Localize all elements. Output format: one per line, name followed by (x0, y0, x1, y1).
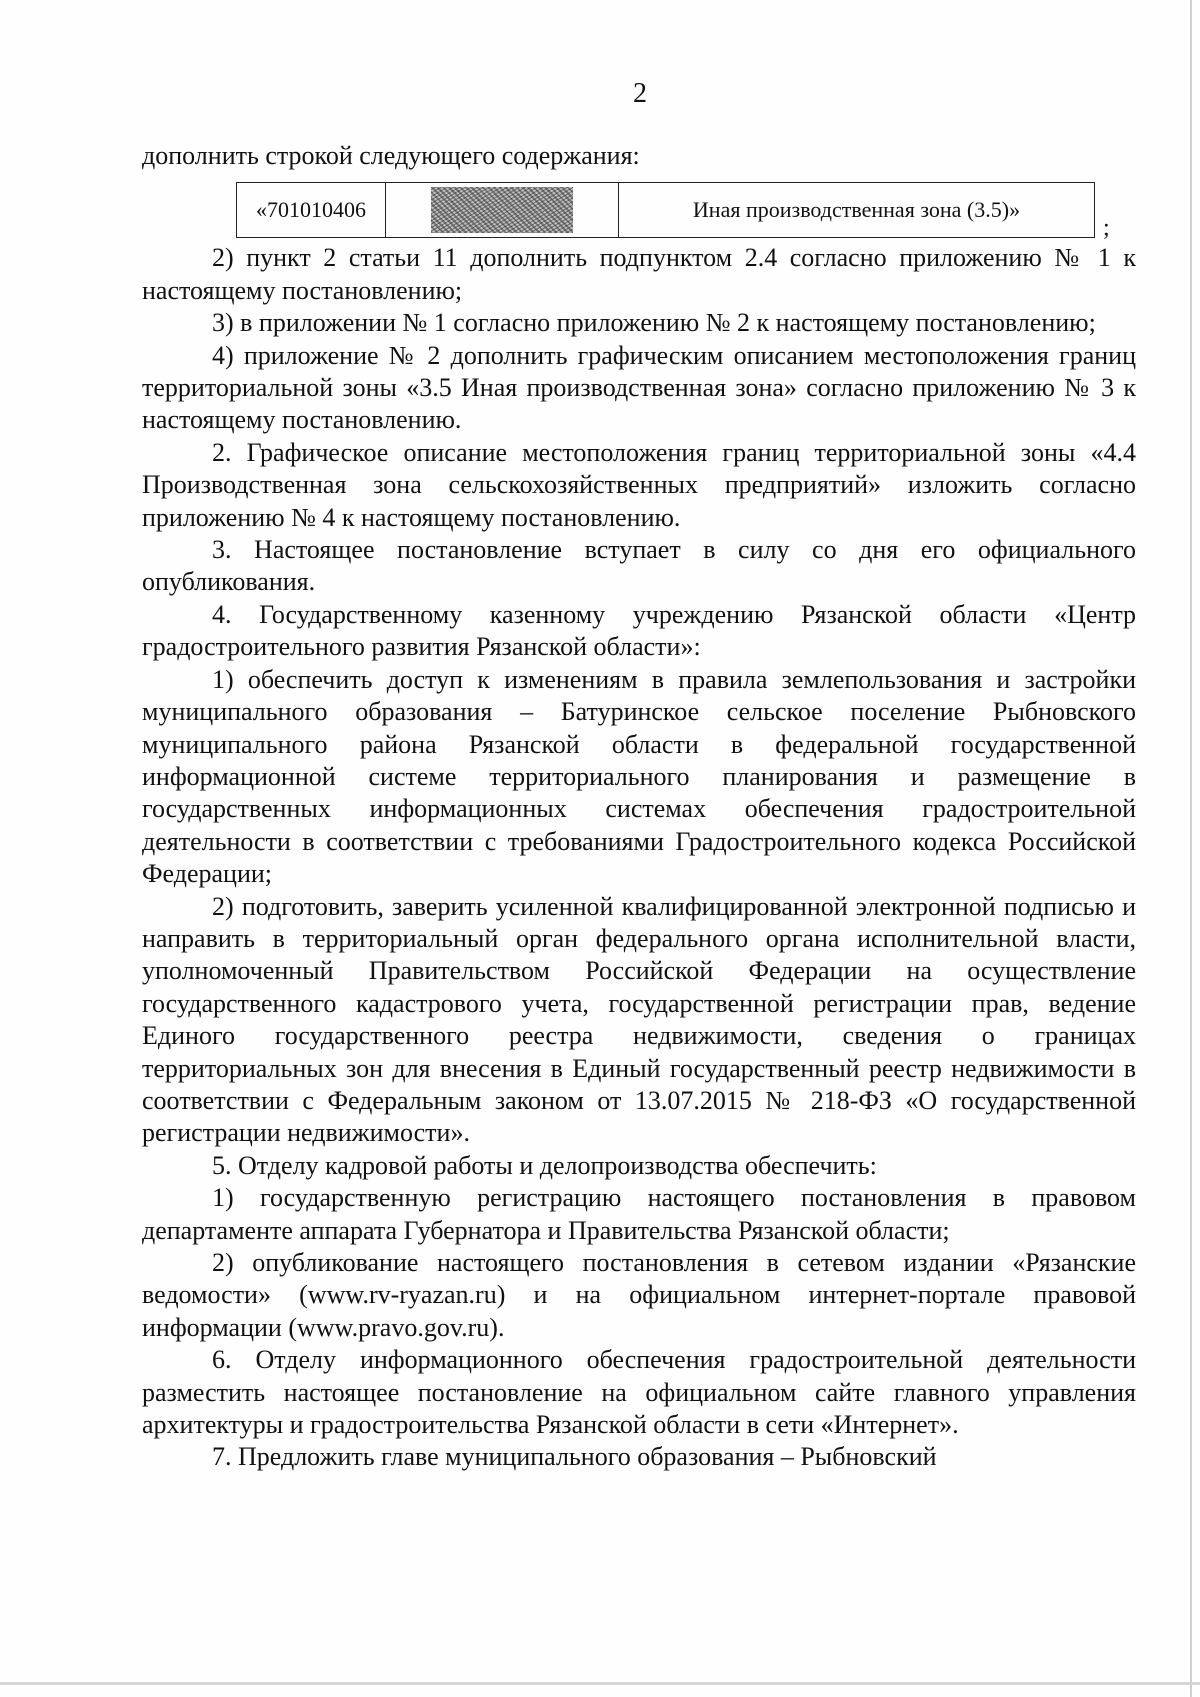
paragraph: 1) государственную регистрацию настоящего постановления в правовом департаменте аппарата Губернатора и Правительства Рязанской области; (142, 1183, 1136, 1245)
paragraph: 7. Предложить главе муниципального образования – Рыбновский (212, 1442, 937, 1472)
paragraph: 1) обеспечить доступ к изменениям в правила землепользования и застройки муниципального образования – Батуринское сельское поселение Рыбновского муниципального района Рязанской области в федеральной государственной информационной системе территориального планирования и размещение в государственных информационных системах обеспечения градостроительной деятельности в соответствии с требованиями Градостроительного кодекса Российской Федерации; (142, 664, 1136, 889)
paragraph: 2) подготовить, заверить усиленной квалифицированной электронной подписью и направить в территориальный орган федерального органа исполнительной власти, уполномоченный Правительством Российской Федерации на осуществление государственного кадастрового учета, государственной регистрации прав, ведение Единого государственного реестра недвижимости, сведения о границах территориальных зон для внесения в Единый государственный реестр недвижимости в соответствии с Федеральным законом от 13.07.2015 № 218-ФЗ «О государственной регистрации недвижимости». (142, 891, 1136, 1148)
paragraph: 2) опубликование настоящего постановления в сетевом издании «Рязанские ведомости» (www.rv-ryazan.ru) и на официальном интернет-портале правовой информации (www.pravo.gov.ru). (142, 1248, 1136, 1342)
paragraph: 4) приложение № 2 дополнить графическим описанием местоположения границ территориальной зоны «3.5 Иная производственная зона» согласно приложению № 3 к настоящему постановлению. (142, 340, 1136, 435)
document-body (142, 140, 1136, 1474)
paragraph: 2. Графическое описание местоположения границ территориальной зоны «4.4 Производственная зона сельскохозяйственных предприятий» изложить согласно приложению № 4 к настоящему постановлению. (142, 437, 1136, 532)
table-trailing-semicolon: ; (1103, 215, 1110, 241)
zone-image-cell (386, 183, 619, 238)
zone-pattern-image (431, 187, 573, 233)
zone-table (236, 182, 1095, 238)
table-row (237, 183, 1095, 238)
paragraph: 2) пункт 2 статьи 11 дополнить подпунктом 2.4 согласно приложению № 1 к настоящему постановлению; (142, 243, 1136, 305)
scan-edge-right (1190, 0, 1192, 1697)
paragraph: 3) в приложении № 1 согласно приложению № 2 к настоящему постановлению; (212, 308, 1096, 338)
intro-text: дополнить строкой следующего содержания: (142, 141, 640, 170)
zone-name-cell: Иная производственная зона (3.5)» (619, 183, 1095, 238)
paragraph: 4. Государственному казенному учреждению Рязанской области «Центр градостроительного развития Рязанской области»: (142, 599, 1136, 662)
page-number: 2 (633, 78, 647, 109)
zone-table-row (142, 182, 1136, 241)
zone-code-cell: «701010406 (237, 183, 386, 238)
paragraph: 5. Отделу кадровой работы и делопроизводства обеспечить: (212, 1150, 877, 1180)
paragraph: 6. Отделу информационного обеспечения градостроительной деятельности разместить настоящее постановление на официальном сайте главного управления архитектуры и градостроительства Рязанской области в сети «Интернет». (142, 1345, 1136, 1440)
paragraph: 3. Настоящее постановление вступает в силу со дня его официального опубликования. (142, 535, 1136, 597)
scan-edge-bottom (0, 1682, 1200, 1685)
